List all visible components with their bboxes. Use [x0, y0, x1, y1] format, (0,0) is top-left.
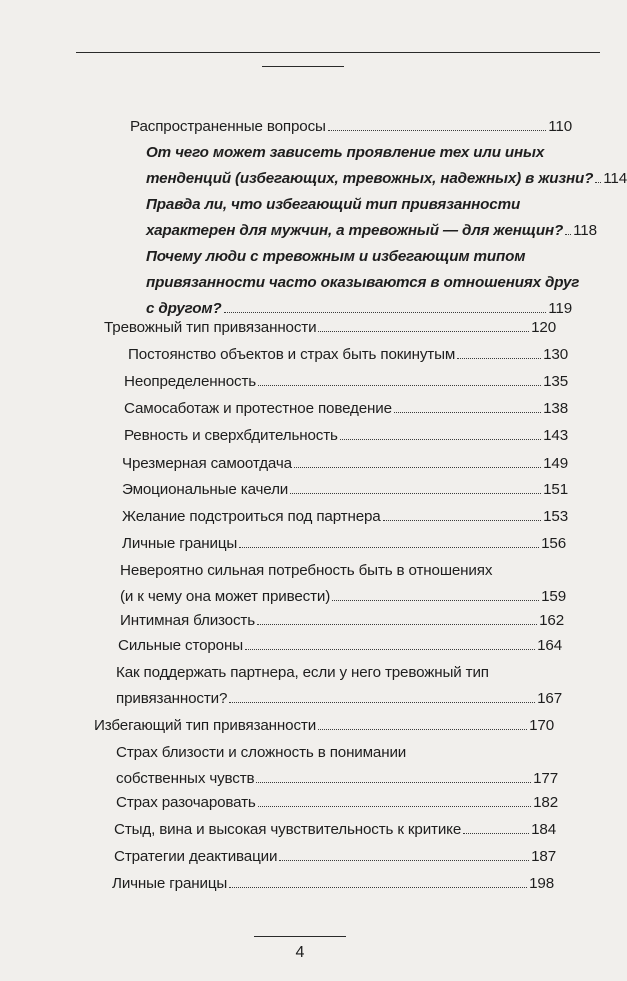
dot-leader [279, 859, 529, 861]
toc-entry-line: Как поддержать партнера, если у него тревожный тип [116, 664, 489, 681]
toc-entry-title: Желание подстроиться под партнера [122, 508, 381, 525]
dot-leader [457, 357, 541, 359]
header-short-rule [262, 66, 344, 67]
page-number: 4 [295, 944, 305, 961]
toc-entry-title: Избегающий тип привязанности [94, 717, 317, 734]
toc-entry[interactable] [122, 504, 568, 530]
toc-entry-page: 120 [531, 319, 556, 336]
header-rule [76, 52, 600, 53]
dot-leader [318, 728, 527, 730]
toc-entry-page: 177 [533, 770, 558, 787]
dot-leader [290, 492, 541, 494]
toc-entry[interactable] [128, 342, 568, 368]
toc-entry-title: Личные границы [122, 535, 238, 552]
toc-entry-page: 198 [529, 875, 554, 892]
toc-entry[interactable] [112, 871, 554, 897]
toc-entry[interactable] [116, 790, 558, 816]
toc-entry-page: 170 [529, 717, 554, 734]
toc-entry[interactable] [94, 713, 554, 739]
footer-rule [254, 936, 346, 937]
dot-leader [239, 546, 539, 548]
toc-entry-line: с другом? [146, 300, 222, 317]
toc-entry-page: 110 [548, 118, 572, 135]
toc-entry-page: 162 [539, 612, 564, 629]
dot-leader [463, 832, 529, 834]
dot-leader [595, 181, 601, 183]
toc-entry-line: Страх близости и сложность в понимании [116, 744, 407, 761]
toc-entry-page: 156 [541, 535, 566, 552]
toc-entry-title: Стыд, вина и высокая чувствительность к критике [114, 821, 462, 838]
toc-entry[interactable] [120, 608, 564, 634]
toc-entry-title: Эмоциональные качели [122, 481, 289, 498]
toc-entry-title: Постоянство объектов и страх быть покинутым [128, 346, 456, 363]
dot-leader [383, 519, 542, 521]
toc-entry-title: Самосаботаж и протестное поведение [124, 400, 392, 417]
toc-entry-page: 187 [531, 848, 556, 865]
toc-entry[interactable] [114, 817, 556, 843]
dot-leader [340, 438, 541, 440]
toc-entry-title: Личные границы [112, 875, 228, 892]
dot-leader [328, 129, 546, 131]
toc-entry-page: 149 [543, 455, 568, 472]
toc-entry-page: 151 [543, 481, 568, 498]
toc-entry-title: Интимная близость [120, 612, 255, 629]
toc-entry[interactable] [122, 531, 566, 557]
toc-entry[interactable] [130, 114, 572, 140]
toc-entry-page: 135 [543, 373, 568, 390]
toc-entry-title: Сильные стороны [118, 637, 243, 654]
toc-entry-page: 143 [543, 427, 568, 444]
toc-entry-line: Невероятно сильная потребность быть в отношениях [120, 562, 493, 579]
toc-entry-page: 167 [537, 690, 562, 707]
toc-entry-title: Тревожный тип привязанности [104, 319, 317, 336]
toc-entry-page: 138 [543, 400, 568, 417]
toc-entry[interactable] [104, 315, 556, 341]
toc-entry[interactable] [146, 192, 597, 244]
toc-entry[interactable] [116, 660, 562, 712]
toc-entry[interactable] [122, 451, 568, 477]
toc-entry-page: 182 [533, 794, 558, 811]
toc-entry-line: собственных чувств [116, 770, 255, 787]
toc-entry-title: Стратегии деактивации [114, 848, 278, 865]
toc-entry[interactable] [124, 369, 568, 395]
toc-entry[interactable] [118, 633, 562, 659]
toc-entry-line: От чего может зависеть проявление тех или иных [146, 144, 545, 161]
toc-entry-line: тенденций (избегающих, тревожных, надежных) в жизни? [146, 170, 594, 187]
dot-leader [258, 384, 541, 386]
toc-entry-title: Ревность и сверхбдительность [124, 427, 338, 444]
toc-entry-title: Распространенные вопросы [130, 118, 326, 135]
toc-entry-line: (и к чему она может привести) [120, 588, 331, 605]
dot-leader [258, 805, 531, 807]
toc-entry[interactable] [120, 558, 566, 610]
toc-entry[interactable] [146, 140, 627, 192]
toc-entry-title: Неопределенность [124, 373, 257, 390]
dot-leader [332, 599, 539, 601]
dot-leader [229, 886, 527, 888]
dot-leader [245, 648, 535, 650]
dot-leader [565, 233, 571, 235]
dot-leader [318, 330, 529, 332]
toc-entry[interactable] [146, 244, 580, 322]
toc-entry-line: привязанности часто оказываются в отношениях друг [146, 274, 580, 291]
dot-leader [256, 781, 531, 783]
toc-entry-page: 119 [548, 300, 572, 317]
dot-leader [229, 701, 535, 703]
toc-entry-page: 164 [537, 637, 562, 654]
dot-leader [257, 623, 537, 625]
toc-entry-page: 153 [543, 508, 568, 525]
toc-entry[interactable] [124, 423, 568, 449]
toc-entry-page: 130 [543, 346, 568, 363]
toc-entry-title: Чрезмерная самоотдача [122, 455, 292, 472]
toc-entry-line: характерен для мужчин, а тревожный — для женщин? [146, 222, 564, 239]
toc-entry[interactable] [114, 844, 556, 870]
toc-entry[interactable] [122, 477, 568, 503]
toc-entry-line: привязанности? [116, 690, 228, 707]
dot-leader [224, 311, 547, 313]
toc-entry-line: Правда ли, что избегающий тип привязанности [146, 196, 521, 213]
toc-entry-title: Страх разочаровать [116, 794, 256, 811]
toc-entry[interactable] [116, 740, 558, 792]
toc-entry-page: 114 [603, 170, 627, 187]
toc-entry-page: 184 [531, 821, 556, 838]
toc-entry-page: 159 [541, 588, 566, 605]
toc-entry[interactable] [124, 396, 568, 422]
dot-leader [394, 411, 541, 413]
dot-leader [294, 466, 541, 468]
toc-entry-page: 118 [573, 222, 597, 239]
toc-entry-line: Почему люди с тревожным и избегающим типом [146, 248, 526, 265]
